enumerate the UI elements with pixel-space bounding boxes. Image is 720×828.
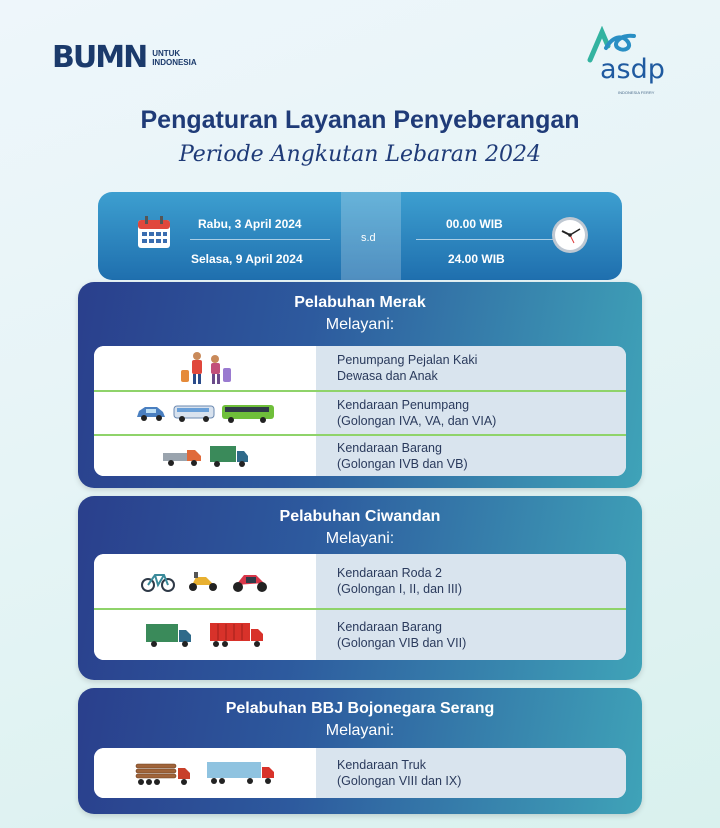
port-serves-label: Melayani:: [325, 722, 395, 739]
service-class: (Golongan IVA, VA, dan VIA): [337, 414, 497, 428]
page-subtitle: Periode Angkutan Lebaran 2024: [178, 142, 542, 167]
service-row: [94, 608, 626, 660]
date-divider: [190, 239, 330, 240]
box-truck-icon: [145, 622, 193, 648]
bus-icon: [221, 403, 275, 423]
service-description: [316, 554, 626, 608]
port-serves-label: Melayani:: [325, 530, 395, 547]
period-start-time: 00.00 WIB: [446, 217, 503, 231]
service-type: Kendaraan Penumpang: [337, 398, 470, 412]
service-list: [94, 554, 626, 660]
service-row: [94, 434, 626, 476]
container-truck-icon: [209, 621, 265, 649]
car-icon: [135, 403, 167, 423]
service-icons: [94, 748, 316, 798]
trailer-truck-icon: [206, 760, 276, 786]
service-type: Kendaraan Barang: [337, 620, 442, 634]
pickup-truck-icon: [161, 445, 203, 467]
bumn-tag-line2: INDONESIA: [152, 57, 197, 67]
scooter-icon: [186, 569, 220, 593]
clock-icon: [550, 215, 590, 255]
service-type: Kendaraan Roda 2: [337, 566, 442, 580]
period-banner: [98, 192, 622, 280]
box-truck-icon: [209, 444, 249, 468]
service-type: Kendaraan Barang: [337, 441, 442, 455]
service-class: (Golongan IVB dan VB): [337, 457, 468, 471]
calendar-icon: [136, 214, 172, 250]
page-title: Pengaturan Layanan Penyeberangan: [140, 106, 580, 134]
time-divider: [416, 239, 556, 240]
port-card-merak: [78, 282, 642, 488]
bicycle-icon: [140, 569, 176, 593]
port-card-ciwandan: [78, 496, 642, 680]
service-class: (Golongan VIB dan VII): [337, 636, 467, 650]
port-name: Pelabuhan Merak: [294, 294, 426, 311]
port-name: Pelabuhan BBJ Bojonegara Serang: [225, 700, 495, 717]
service-description: [316, 436, 626, 476]
bumn-logo: [52, 40, 197, 75]
service-row: [94, 390, 626, 434]
port-card-bojonegara: [78, 688, 642, 814]
pedestrian-family-icon: [175, 350, 235, 386]
service-class: (Golongan VIII dan IX): [337, 774, 462, 788]
service-description: [316, 610, 626, 660]
minibus-icon: [173, 403, 215, 423]
service-row: [94, 346, 626, 390]
service-icons: [94, 554, 316, 608]
service-row: [94, 554, 626, 608]
service-type: Penumpang Pejalan Kaki: [337, 353, 478, 367]
log-truck-icon: [134, 760, 192, 786]
service-type: Kendaraan Truk: [337, 758, 426, 772]
service-description: [316, 392, 626, 434]
service-list: [94, 346, 626, 476]
motorcycle-icon: [230, 569, 270, 593]
service-description: [316, 346, 626, 390]
period-start-date: Rabu, 3 April 2024: [198, 217, 302, 231]
service-class: Dewasa dan Anak: [337, 369, 438, 383]
service-class: (Golongan I, II, dan III): [337, 582, 463, 596]
service-row: [94, 748, 626, 798]
service-icons: [94, 392, 316, 434]
asdp-logo-word: asdp: [600, 54, 665, 85]
period-end-time: 24.00 WIB: [448, 252, 505, 266]
bumn-logo-tagline: [152, 49, 196, 67]
service-icons: [94, 436, 316, 476]
port-name: Pelabuhan Ciwandan: [279, 508, 441, 525]
service-icons: [94, 610, 316, 660]
bumn-tag-line1: UNTUK: [152, 48, 181, 58]
asdp-logo-subtext: INDONESIA FERRY: [618, 90, 655, 95]
service-icons: [94, 346, 316, 390]
service-description: [316, 748, 626, 798]
service-list: [94, 748, 626, 798]
bumn-logo-mark: BUMN: [52, 40, 147, 75]
port-serves-label: Melayani:: [325, 316, 395, 333]
period-end-date: Selasa, 9 April 2024: [191, 252, 303, 266]
period-separator-label: s.d: [361, 232, 376, 244]
